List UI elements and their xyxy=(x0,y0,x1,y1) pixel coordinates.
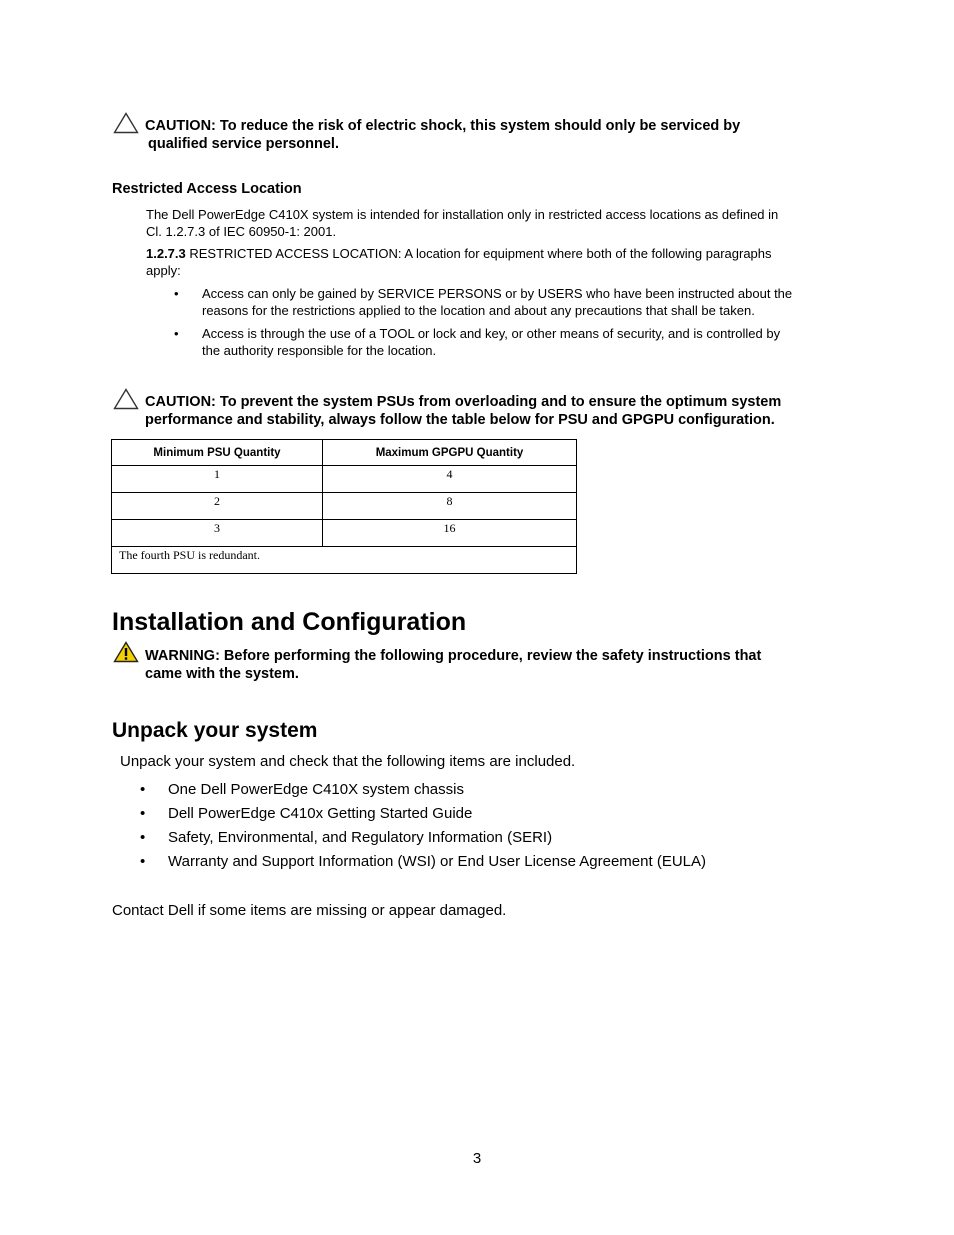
warning-triangle-icon xyxy=(113,641,139,663)
caution-triangle-icon xyxy=(113,112,139,134)
condition-2-line2: the authority responsible for the location. xyxy=(202,342,437,358)
table-cell: 16 xyxy=(323,520,577,547)
table-note-row xyxy=(112,547,577,574)
definition-number: 1.2.7.3 xyxy=(146,246,186,261)
warning-line1: WARNING: Before performing the following procedure, review the safety instructions that xyxy=(145,648,762,664)
unpack-heading: Unpack your system xyxy=(112,719,318,742)
restricted-access-definition xyxy=(146,246,772,279)
table-cell: 4 xyxy=(323,466,577,493)
definition-line1: RESTRICTED ACCESS LOCATION: A location for equipment where both of the following paragraphs xyxy=(185,246,772,261)
caution-psu-line2: performance and stability, always follow the table below for PSU and GPGPU configuration. xyxy=(145,412,775,428)
warning-safety-notice xyxy=(145,647,761,683)
caution-shock-notice xyxy=(145,117,740,153)
caution-psu-line1: CAUTION: To prevent the system PSUs from overloading and to ensure the optimum system xyxy=(145,394,782,410)
restricted-access-heading: Restricted Access Location xyxy=(112,181,302,197)
caution-triangle-icon xyxy=(113,388,139,410)
table-cell: 2 xyxy=(112,493,323,520)
installation-heading: Installation and Configuration xyxy=(112,608,467,636)
condition-1-line1: Access can only be gained by SERVICE PERSONS or by USERS who have been instructed about the xyxy=(202,286,793,301)
caution-psu-notice xyxy=(145,393,781,429)
caution-shock-line2: qualified service personnel. xyxy=(148,136,339,152)
table-header-row xyxy=(112,440,577,466)
page-number: 3 xyxy=(472,1150,482,1167)
table-cell: 8 xyxy=(323,493,577,520)
table-note: The fourth PSU is redundant. xyxy=(112,547,577,574)
warning-line2: came with the system. xyxy=(145,666,299,682)
definition-line2: apply: xyxy=(146,262,181,278)
column-header-max-gpgpu: Maximum GPGPU Quantity xyxy=(323,440,577,466)
contact-dell-note: Contact Dell if some items are missing or appear damaged. xyxy=(112,902,507,919)
table-row xyxy=(112,466,577,493)
condition-1-line2: reasons for the restrictions applied to the location and about any precautions that shall be taken. xyxy=(202,302,755,318)
table-row xyxy=(112,520,577,547)
column-header-min-psu: Minimum PSU Quantity xyxy=(112,440,323,466)
bullet-dot: • xyxy=(174,286,179,301)
restricted-intro-line2: Cl. 1.2.7.3 of IEC 60950-1: 2001. xyxy=(146,223,337,239)
bullet-dot: • xyxy=(140,805,146,822)
restricted-intro-line1: The Dell PowerEdge C410X system is intended for installation only in restricted access locations as defined in xyxy=(146,207,779,222)
unpack-item-text: One Dell PowerEdge C410X system chassis xyxy=(168,781,464,798)
caution-shock-line1: CAUTION: To reduce the risk of electric shock, this system should only be serviced by xyxy=(145,118,741,134)
table-row xyxy=(112,493,577,520)
psu-gpgpu-table xyxy=(111,439,577,574)
unpack-item-text: Warranty and Support Information (WSI) or End User License Agreement (EULA) xyxy=(168,853,707,870)
table-cell: 1 xyxy=(112,466,323,493)
bullet-dot: • xyxy=(140,829,146,846)
unpack-item-text: Safety, Environmental, and Regulatory Information (SERI) xyxy=(168,829,553,846)
bullet-dot: • xyxy=(140,781,146,798)
restricted-access-intro xyxy=(146,207,778,240)
bullet-dot: • xyxy=(174,326,179,341)
unpack-item-text: Dell PowerEdge C410x Getting Started Guide xyxy=(168,805,473,822)
condition-2-line1: Access is through the use of a TOOL or lock and key, or other means of security, and is controlled by xyxy=(202,326,781,341)
table-cell: 3 xyxy=(112,520,323,547)
bullet-dot: • xyxy=(140,853,146,870)
unpack-intro: Unpack your system and check that the following items are included. xyxy=(120,753,576,770)
